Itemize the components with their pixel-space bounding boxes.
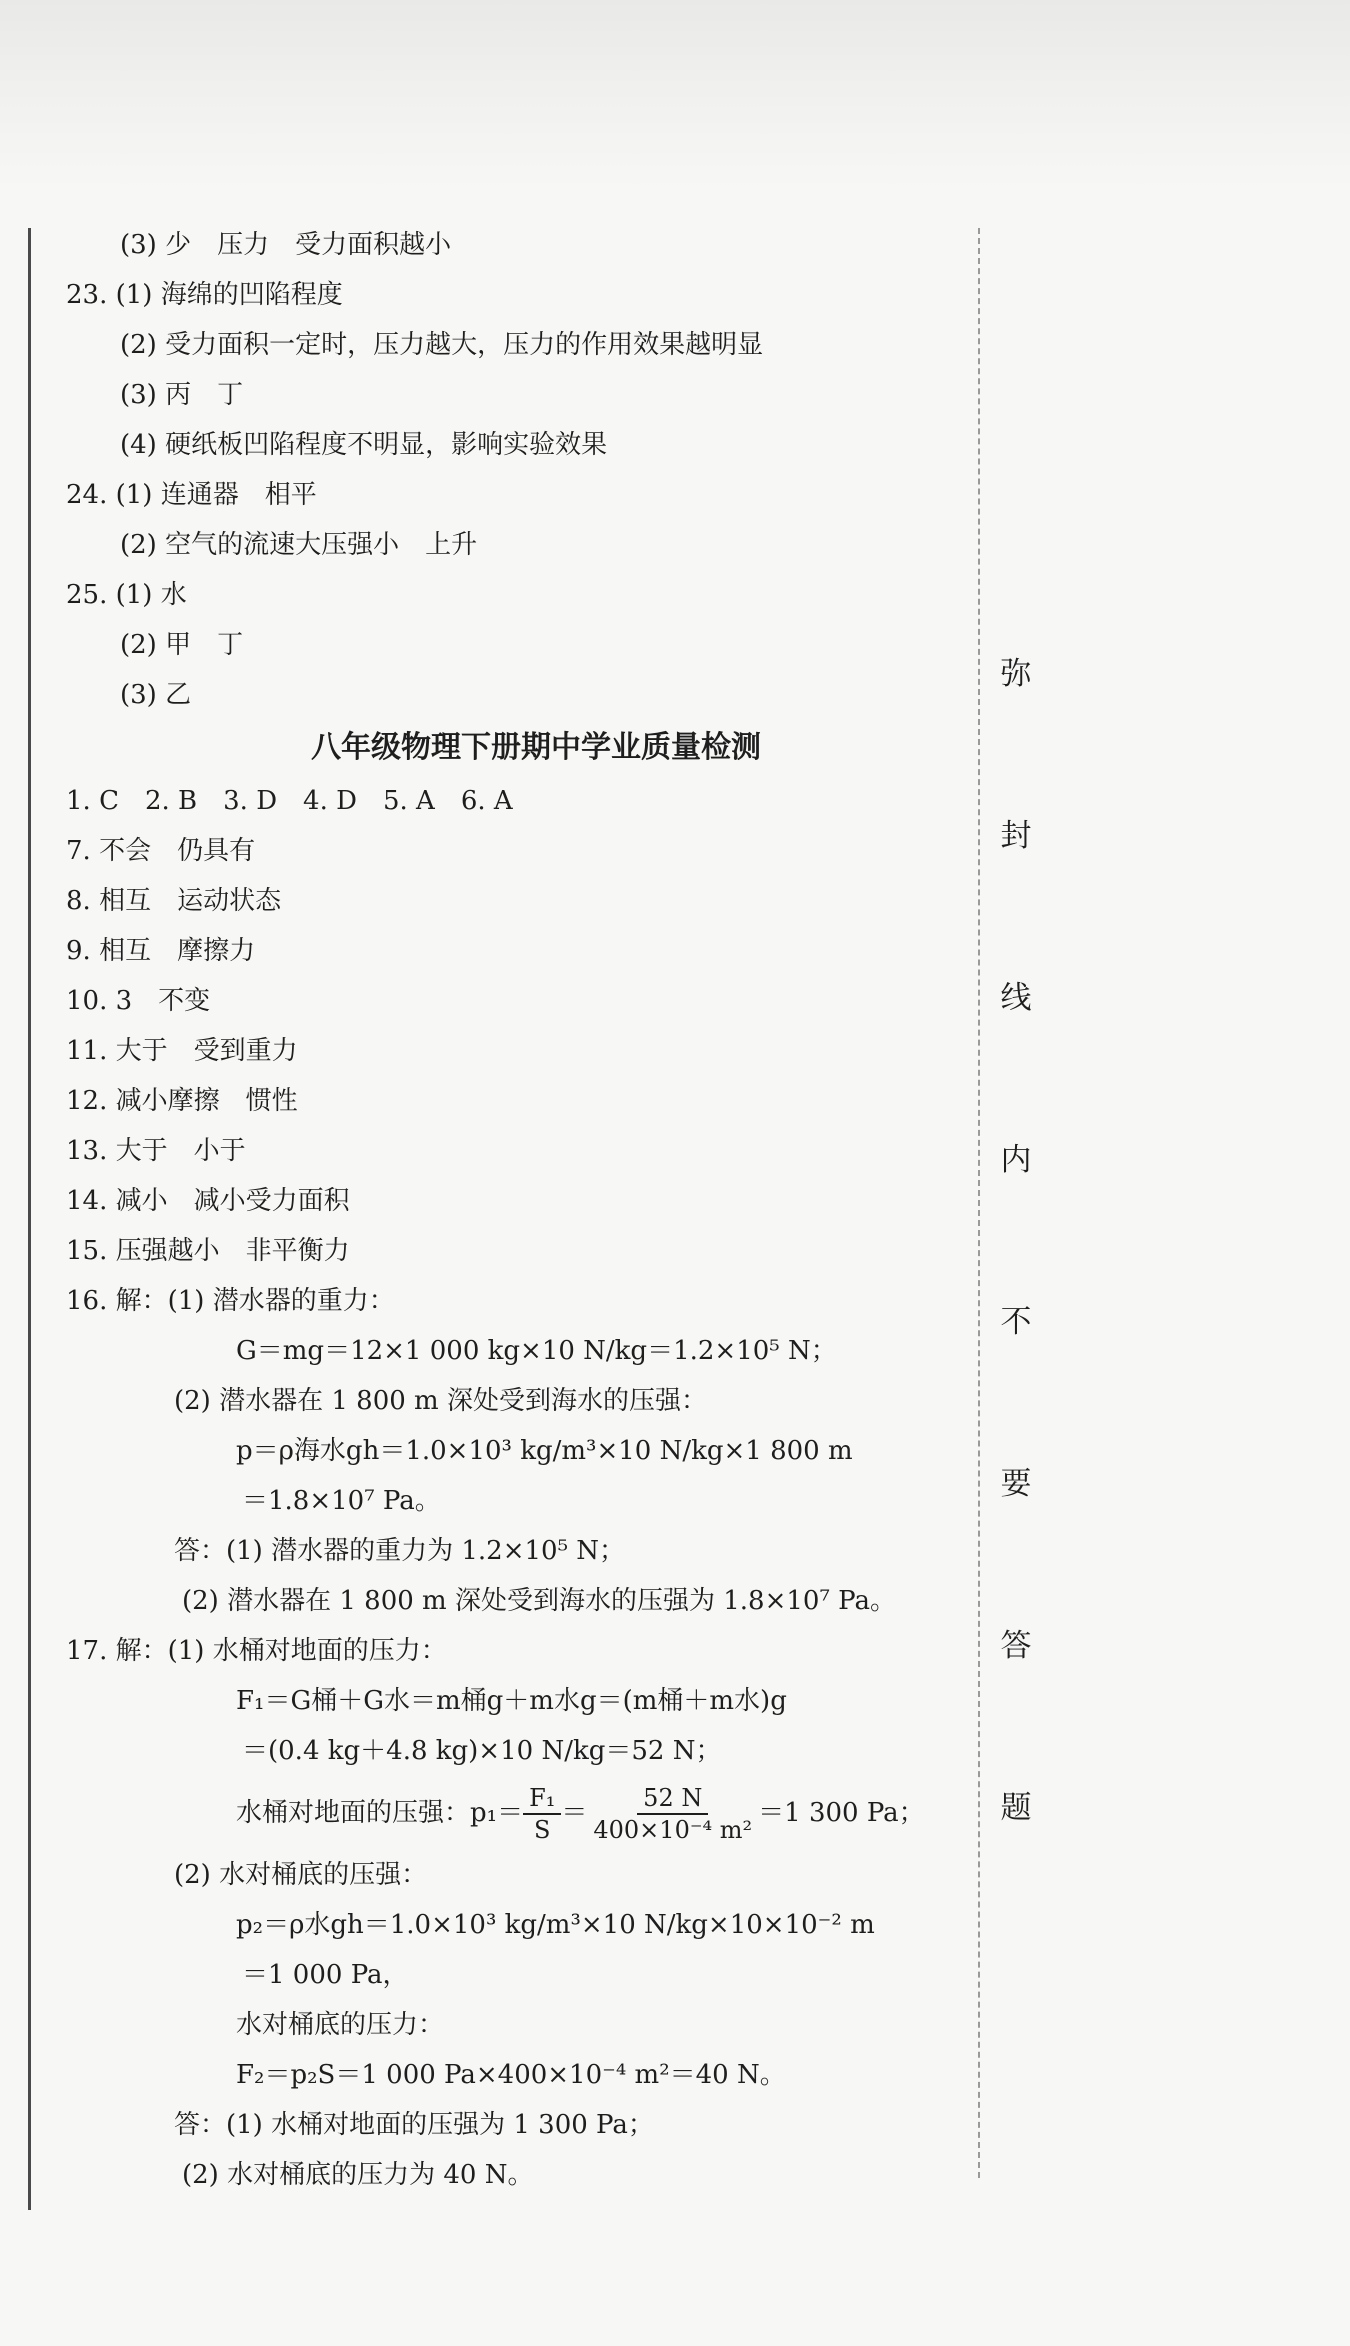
answer-line: (2) 水对桶底的压力为 40 N。 bbox=[182, 2160, 534, 2190]
answer-line: 12. 减小摩擦 惯性 bbox=[66, 1086, 298, 1116]
left-margin-rule bbox=[28, 228, 31, 2210]
answer-line: (3) 丙 丁 bbox=[120, 380, 244, 410]
answer-line: ＝1.8×10⁷ Pa。 bbox=[242, 1486, 441, 1516]
formula-result: ＝1 300 Pa； bbox=[758, 1798, 925, 1828]
answer-line: 23. (1) 海绵的凹陷程度 bbox=[66, 280, 343, 310]
seal-character: 要 bbox=[1000, 1466, 1032, 1502]
answer-line: p₂＝ρ水gh＝1.0×10³ kg/m³×10 N/kg×10×10⁻² m bbox=[236, 1910, 875, 1940]
answer-line: G＝mg＝12×1 000 kg×10 N/kg＝1.2×10⁵ N； bbox=[236, 1336, 837, 1366]
formula-prefix: 水桶对地面的压强：p₁＝ bbox=[236, 1798, 524, 1828]
answer-line: 24. (1) 连通器 相平 bbox=[66, 480, 317, 510]
seal-character: 不 bbox=[1000, 1304, 1032, 1340]
answer-line: (2) 潜水器在 1 800 m 深处受到海水的压强为 1.8×10⁷ Pa。 bbox=[182, 1586, 896, 1616]
answer-line: (3) 乙 bbox=[120, 680, 192, 710]
fraction-symbolic bbox=[523, 1783, 561, 1845]
answer-line: ＝(0.4 kg＋4.8 kg)×10 N/kg＝52 N； bbox=[242, 1736, 722, 1766]
formula-line-fraction bbox=[66, 1776, 966, 1850]
seal-character: 答 bbox=[1000, 1628, 1032, 1664]
seal-divider-line bbox=[978, 228, 980, 2178]
answer-line: 1. C 2. B 3. D 4. D 5. A 6. A bbox=[66, 786, 513, 816]
seal-character: 封 bbox=[1000, 818, 1032, 854]
answer-line: 7. 不会 仍具有 bbox=[66, 836, 256, 866]
answer-line: 11. 大于 受到重力 bbox=[66, 1036, 298, 1066]
seal-character: 内 bbox=[1000, 1142, 1032, 1178]
answer-line: 25. (1) 水 bbox=[66, 580, 187, 610]
answer-line: ＝1 000 Pa， bbox=[242, 1960, 409, 1990]
answer-line: 答：(1) 潜水器的重力为 1.2×10⁵ N； bbox=[174, 1536, 626, 1566]
answer-line: (2) 潜水器在 1 800 m 深处受到海水的压强： bbox=[174, 1386, 707, 1416]
answer-line: F₂＝p₂S＝1 000 Pa×400×10⁻⁴ m²＝40 N。 bbox=[236, 2060, 786, 2090]
fraction-numerator: F₁ bbox=[523, 1783, 561, 1815]
seal-character: 题 bbox=[1000, 1790, 1032, 1826]
fraction-numerator: 52 N bbox=[637, 1783, 708, 1815]
seal-character: 线 bbox=[1000, 980, 1032, 1016]
formula-equals: ＝ bbox=[561, 1798, 588, 1828]
answer-line: 8. 相互 运动状态 bbox=[66, 886, 282, 916]
scan-top-shade bbox=[0, 0, 1350, 190]
answer-line: (2) 空气的流速大压强小 上升 bbox=[120, 530, 478, 560]
answer-line: 15. 压强越小 非平衡力 bbox=[66, 1236, 350, 1266]
section-heading: 八年级物理下册期中学业质量检测 bbox=[311, 730, 761, 765]
answer-content bbox=[66, 220, 966, 2200]
answer-line: 17. 解：(1) 水桶对地面的压力： bbox=[66, 1636, 447, 1666]
fraction-denominator: S bbox=[533, 1816, 551, 1844]
answer-line: F₁＝G桶＋G水＝m桶g＋m水g＝(m桶＋m水)g bbox=[236, 1686, 787, 1716]
answer-line: 10. 3 不变 bbox=[66, 986, 211, 1016]
answer-line: (4) 硬纸板凹陷程度不明显，影响实验效果 bbox=[120, 430, 608, 460]
answer-line: 13. 大于 小于 bbox=[66, 1136, 246, 1166]
answer-line: 14. 减小 减小受力面积 bbox=[66, 1186, 350, 1216]
answer-line: 9. 相互 摩擦力 bbox=[66, 936, 256, 966]
answer-line: (2) 受力面积一定时，压力越大，压力的作用效果越明显 bbox=[120, 330, 764, 360]
answer-line: 答：(1) 水桶对地面的压强为 1 300 Pa； bbox=[174, 2110, 654, 2140]
answer-line: (2) 水对桶底的压强： bbox=[174, 1860, 428, 1890]
answer-line: (3) 少 压力 受力面积越小 bbox=[120, 230, 452, 260]
answer-line: (2) 甲 丁 bbox=[120, 630, 244, 660]
answer-line: 水对桶底的压力： bbox=[236, 2010, 445, 2040]
answer-line: p＝ρ海水gh＝1.0×10³ kg/m³×10 N/kg×1 800 m bbox=[236, 1436, 853, 1466]
fraction-numeric bbox=[587, 1783, 758, 1845]
seal-character: 弥 bbox=[1000, 656, 1032, 692]
answer-line: 16. 解：(1) 潜水器的重力： bbox=[66, 1286, 395, 1316]
fraction-denominator: 400×10⁻⁴ m² bbox=[593, 1816, 753, 1844]
